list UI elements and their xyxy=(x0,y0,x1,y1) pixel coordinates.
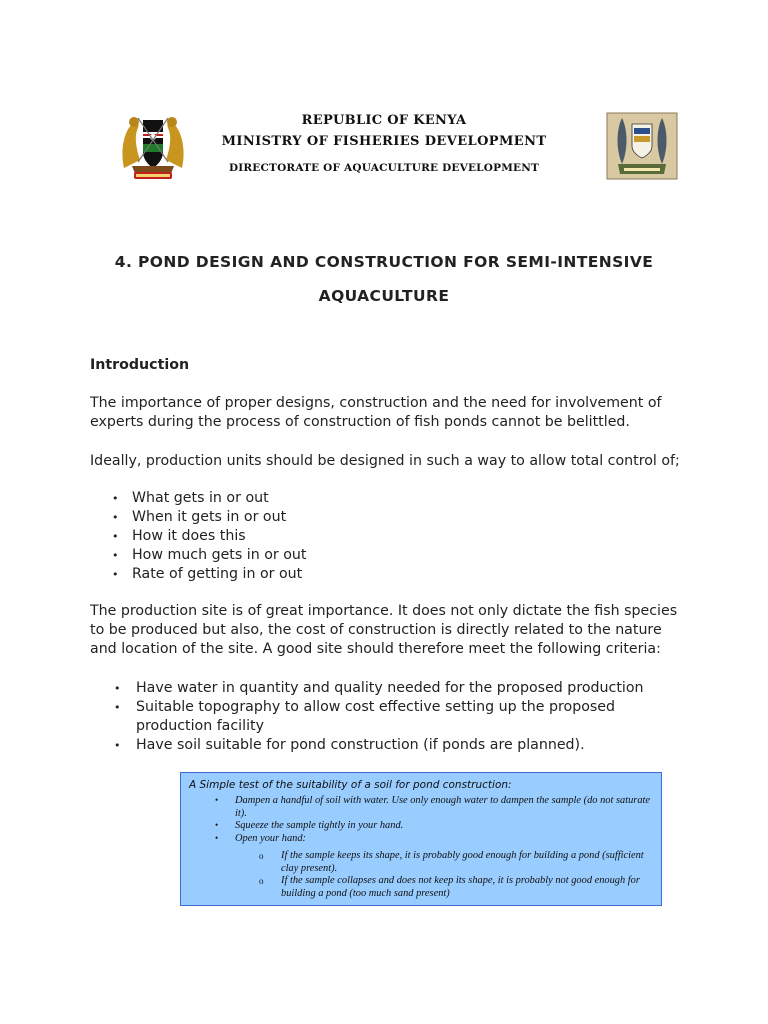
bullet-icon: • xyxy=(112,549,119,562)
document-title-line1: 4. POND DESIGN AND CONSTRUCTION FOR SEMI-INTENSIVE xyxy=(114,253,654,271)
criteria-list xyxy=(114,679,676,755)
list-item: • Dampen a handful of soil with water. Use only enough water to dampen the sample (do not saturate it). xyxy=(215,795,651,819)
control-list xyxy=(112,489,692,584)
list-item: • Have water in quantity and quality needed for the proposed production xyxy=(114,680,644,696)
header-ministry: MINISTRY OF FISHERIES DEVELOPMENT xyxy=(221,134,547,149)
bullet-icon: • xyxy=(114,701,121,714)
soil-test-title: A Simple test of the suitability of a soil for pond construction: xyxy=(189,779,512,791)
bullet-icon: • xyxy=(112,511,119,524)
list-item: • When it gets in or out xyxy=(112,509,287,525)
header-republic: REPUBLIC OF KENYA xyxy=(301,113,467,128)
bullet-icon: • xyxy=(215,795,219,805)
sub-bullet-icon: o xyxy=(259,876,264,886)
list-item: o If the sample collapses and does not keep its shape, it is probably not good enough for building a pond (too much sand present) xyxy=(259,875,640,899)
bullet-icon: • xyxy=(215,832,219,843)
document-title-line2: AQUACULTURE xyxy=(318,287,450,305)
bullet-icon: • xyxy=(112,492,119,505)
list-item: • Rate of getting in or out xyxy=(112,566,303,582)
list-item: • What gets in or out xyxy=(112,490,269,506)
bullet-icon: • xyxy=(215,820,219,830)
sub-bullet-icon: o xyxy=(259,851,264,861)
list-item: • How it does this xyxy=(112,528,246,544)
list-item: • Suitable topography to allow cost effective setting up the proposed production facility xyxy=(114,699,616,734)
bullet-icon: • xyxy=(112,568,119,581)
paragraph-importance: The importance of proper designs, construction and the need for involvement of experts during the process of construction of fish ponds cannot be belittled. xyxy=(90,395,662,430)
bullet-icon: • xyxy=(114,739,121,752)
list-item: • Have soil suitable for pond construction (if ponds are planned). xyxy=(114,737,585,753)
list-item: • How much gets in or out xyxy=(112,547,307,563)
list-item: • Open your hand: xyxy=(215,832,306,844)
soil-test-steps xyxy=(215,795,653,845)
fisheries-emblem-logo xyxy=(606,112,678,180)
soil-test-outcomes xyxy=(259,850,651,900)
list-item: o If the sample keeps its shape, it is probably good enough for building a pond (sufficient clay present). xyxy=(259,850,644,874)
section-heading-introduction: Introduction xyxy=(90,357,190,373)
header-directorate: DIRECTORATE OF AQUACULTURE DEVELOPMENT xyxy=(228,162,540,174)
soil-test-callout-box xyxy=(180,772,662,906)
list-item: • Squeeze the sample tightly in your hand. xyxy=(215,820,404,831)
paragraph-control: Ideally, production units should be designed in such a way to allow total control of; xyxy=(90,453,680,469)
paragraph-production-site: The production site is of great importance. It does not only dictate the fish species to be produced but also, the cost of construction is directly related to the nature and location of the site. A good site should therefore meet the following criteria: xyxy=(90,603,678,657)
bullet-icon: • xyxy=(112,530,119,543)
bullet-icon: • xyxy=(114,682,121,695)
